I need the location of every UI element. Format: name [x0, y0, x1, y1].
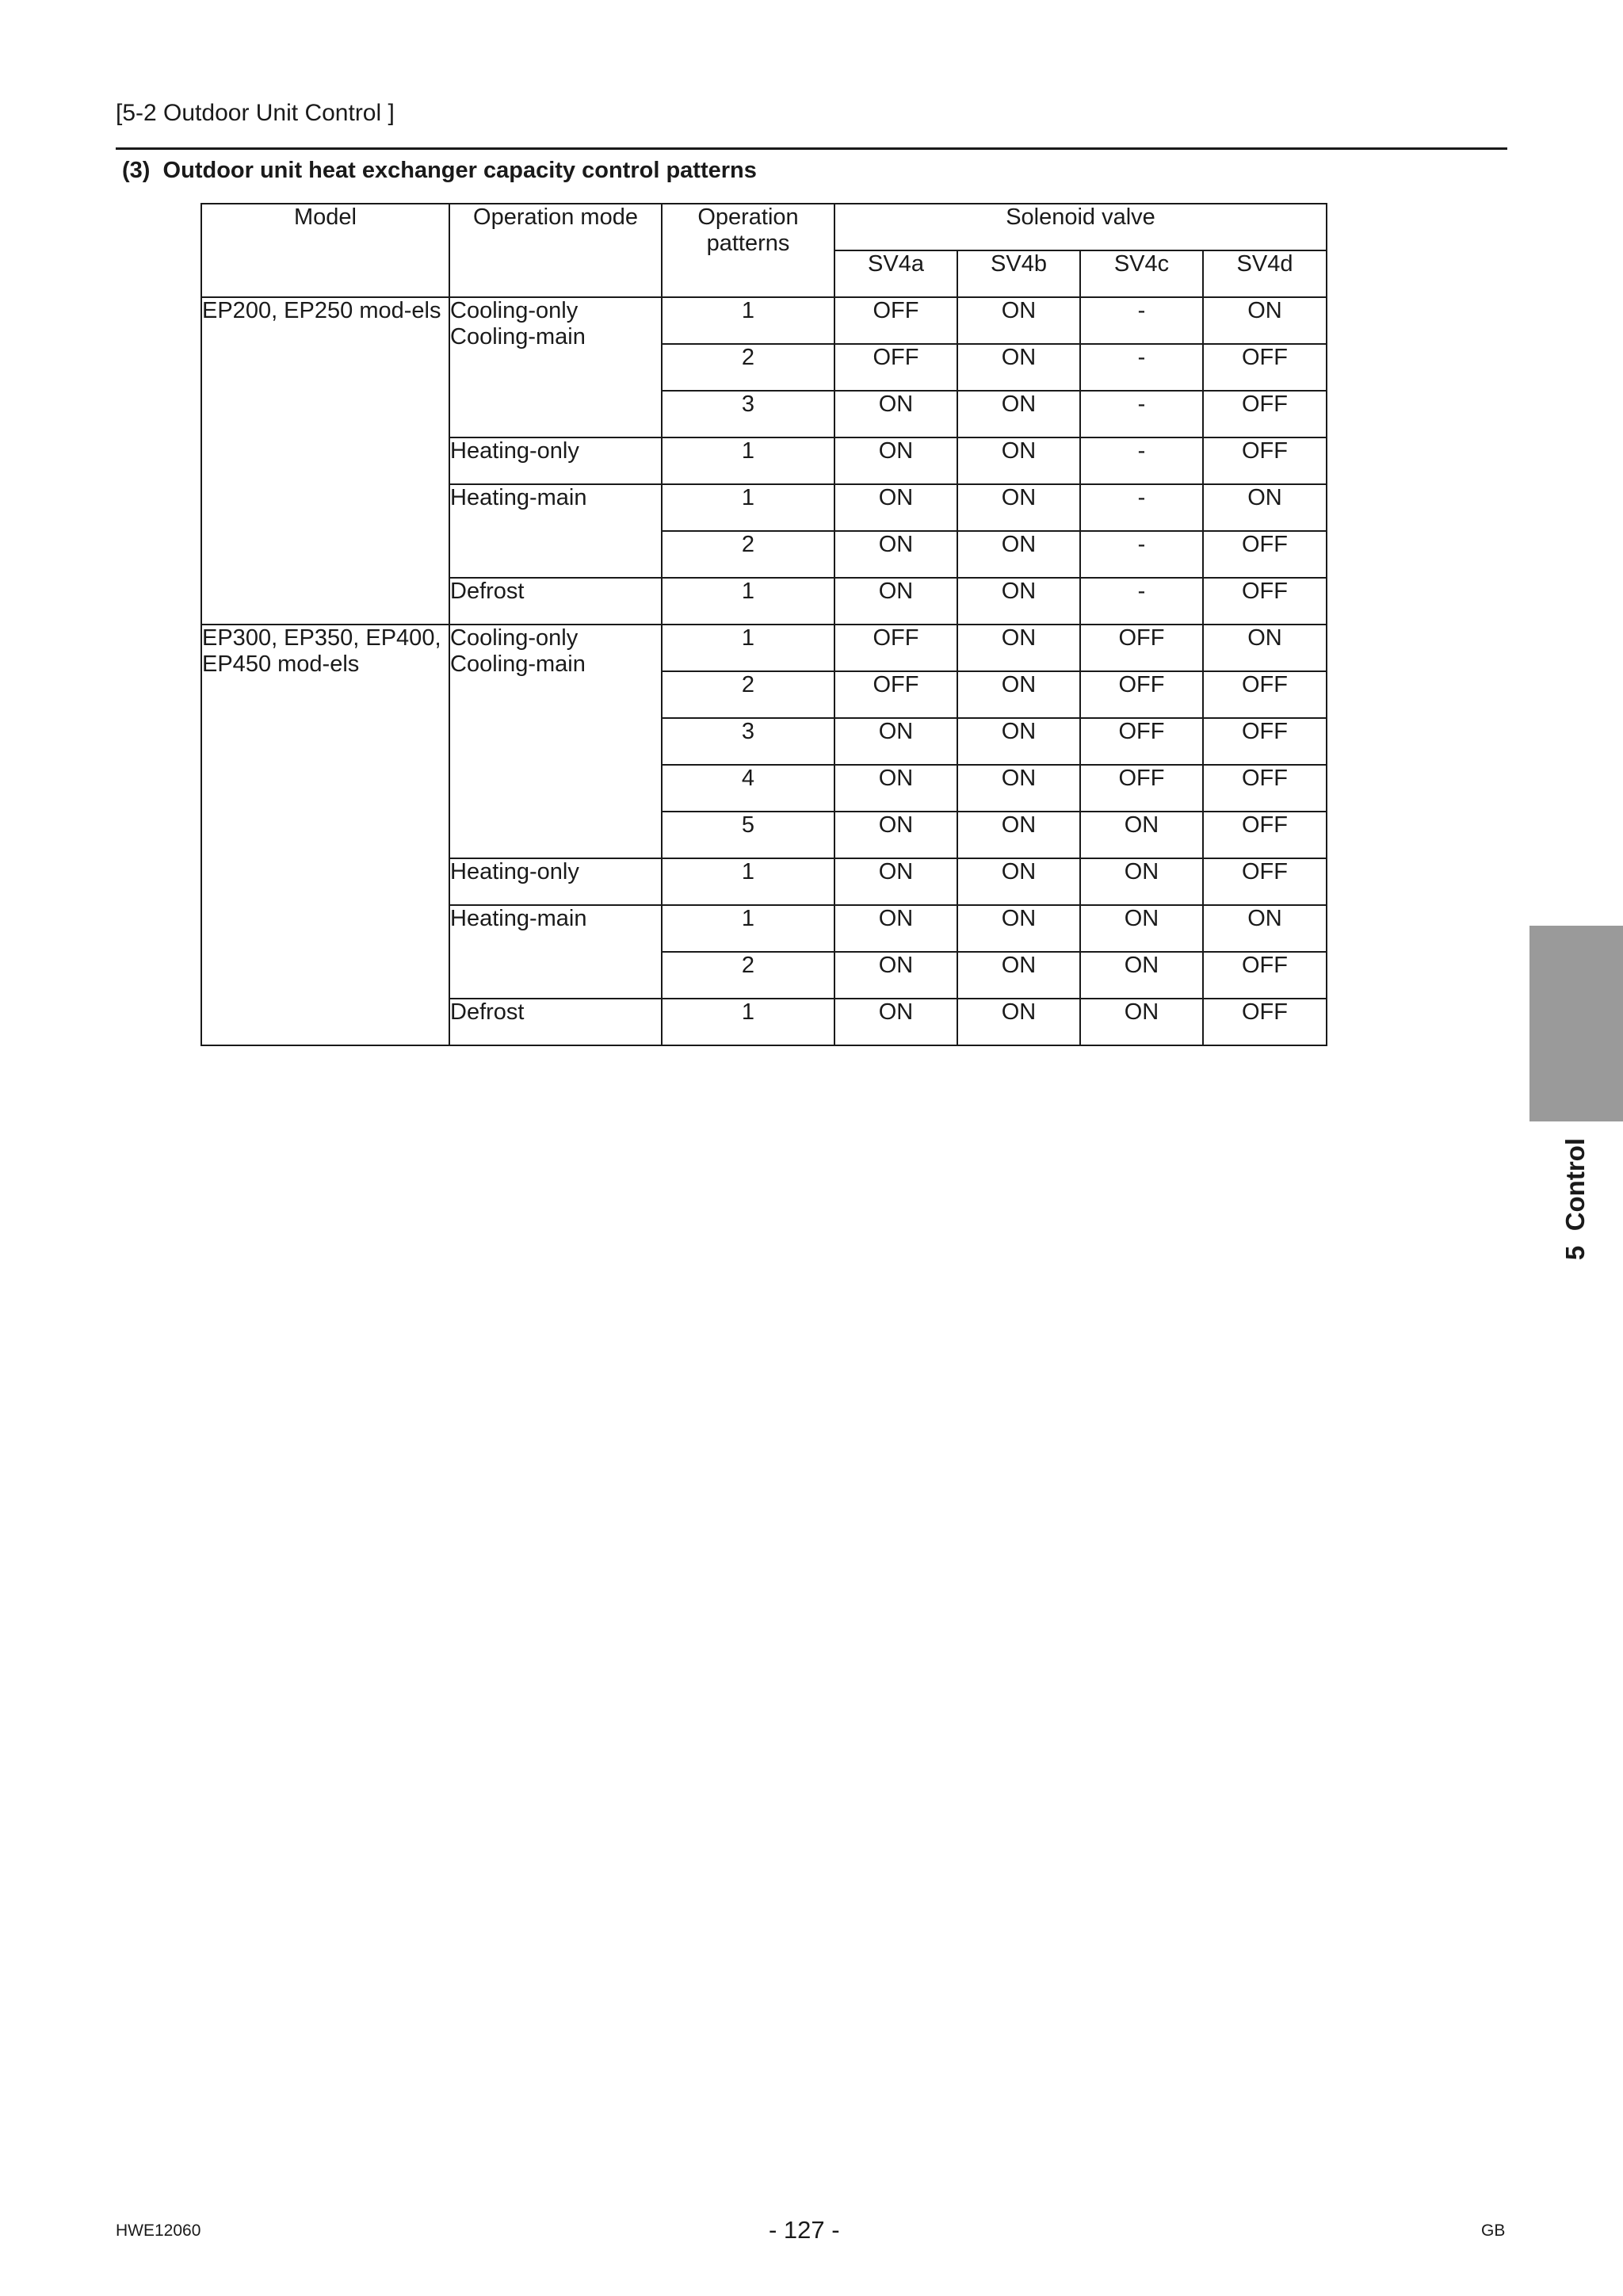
sv-value-cell: -: [1080, 344, 1203, 391]
side-tab-label: 5 Control: [1560, 1138, 1590, 1260]
operation-mode-cell: Heating-main: [449, 484, 662, 578]
sv-value-cell: ON: [834, 905, 957, 952]
pattern-cell: 1: [662, 437, 834, 484]
sv-value-cell: -: [1080, 297, 1203, 344]
operation-mode-cell: Cooling-only Cooling-main: [449, 625, 662, 858]
sv-value-cell: ON: [957, 671, 1080, 718]
sv-value-cell: ON: [957, 531, 1080, 578]
table-row: [201, 625, 1327, 671]
sv-value-cell: ON: [957, 625, 1080, 671]
operation-mode-cell: Defrost: [449, 999, 662, 1045]
sv-value-cell: OFF: [1080, 718, 1203, 765]
sv-value-cell: OFF: [1203, 578, 1327, 625]
sv-value-cell: ON: [957, 391, 1080, 437]
pattern-cell: 1: [662, 858, 834, 905]
sv-value-cell: -: [1080, 531, 1203, 578]
sv-value-cell: ON: [834, 952, 957, 999]
operation-mode-cell: Cooling-only Cooling-main: [449, 297, 662, 437]
sv-value-cell: ON: [1203, 297, 1327, 344]
pattern-cell: 3: [662, 391, 834, 437]
pattern-cell: 2: [662, 671, 834, 718]
sv-value-cell: OFF: [1203, 437, 1327, 484]
sv-value-cell: ON: [957, 812, 1080, 858]
sv-value-cell: OFF: [1203, 812, 1327, 858]
pattern-cell: 1: [662, 578, 834, 625]
header-operation-mode: Operation mode: [449, 204, 662, 297]
sv-value-cell: ON: [957, 952, 1080, 999]
pattern-cell: 5: [662, 812, 834, 858]
sv-value-cell: ON: [1203, 625, 1327, 671]
sv-value-cell: ON: [834, 531, 957, 578]
operation-mode-cell: Defrost: [449, 578, 662, 625]
sv-value-cell: OFF: [1203, 765, 1327, 812]
sv-value-cell: ON: [1080, 999, 1203, 1045]
pattern-cell: 1: [662, 625, 834, 671]
operation-mode-cell: Heating-only: [449, 437, 662, 484]
sv-value-cell: ON: [957, 999, 1080, 1045]
pattern-cell: 2: [662, 531, 834, 578]
capacity-control-table: [200, 203, 1327, 1046]
sv-value-cell: -: [1080, 437, 1203, 484]
header-model: Model: [201, 204, 449, 297]
section-header: [5-2 Outdoor Unit Control ]: [116, 100, 395, 126]
model-cell: EP300, EP350, EP400, EP450 mod-els: [201, 625, 449, 1045]
sv-value-cell: ON: [1080, 952, 1203, 999]
sv-value-cell: ON: [834, 812, 957, 858]
sv-value-cell: ON: [957, 578, 1080, 625]
sv-value-cell: ON: [834, 858, 957, 905]
sv-value-cell: ON: [834, 765, 957, 812]
header-sv4b: SV4b: [957, 250, 1080, 297]
sv-value-cell: ON: [957, 437, 1080, 484]
sv-value-cell: ON: [834, 391, 957, 437]
sv-value-cell: ON: [834, 718, 957, 765]
sv-value-cell: OFF: [834, 297, 957, 344]
sv-value-cell: ON: [1203, 905, 1327, 952]
header-operation-patterns: [662, 204, 834, 297]
table-body: [201, 297, 1327, 1045]
header-rule: [116, 147, 1507, 150]
footer-doc-code: HWE12060: [116, 2222, 201, 2240]
sv-value-cell: -: [1080, 484, 1203, 531]
sv-value-cell: ON: [1080, 905, 1203, 952]
sv-value-cell: OFF: [834, 625, 957, 671]
sv-value-cell: ON: [957, 765, 1080, 812]
sv-value-cell: -: [1080, 391, 1203, 437]
sv-value-cell: OFF: [1203, 952, 1327, 999]
operation-mode-cell: Heating-only: [449, 858, 662, 905]
sv-value-cell: OFF: [834, 344, 957, 391]
sv-value-cell: ON: [1080, 858, 1203, 905]
sv-value-cell: ON: [957, 484, 1080, 531]
sv-value-cell: ON: [957, 905, 1080, 952]
header-operation-patterns-text: Operation patterns: [697, 204, 799, 256]
pattern-cell: 1: [662, 297, 834, 344]
table-row: [201, 297, 1327, 344]
pattern-cell: 2: [662, 344, 834, 391]
pattern-cell: 1: [662, 484, 834, 531]
sv-value-cell: OFF: [1203, 671, 1327, 718]
sv-value-cell: ON: [834, 484, 957, 531]
sv-value-cell: OFF: [1203, 344, 1327, 391]
sv-value-cell: -: [1080, 578, 1203, 625]
sv-value-cell: OFF: [1080, 765, 1203, 812]
header-solenoid-valve: Solenoid valve: [834, 204, 1327, 250]
sv-value-cell: ON: [834, 437, 957, 484]
sv-value-cell: ON: [1203, 484, 1327, 531]
sv-value-cell: ON: [957, 344, 1080, 391]
sv-value-cell: ON: [957, 297, 1080, 344]
pattern-cell: 3: [662, 718, 834, 765]
pattern-cell: 2: [662, 952, 834, 999]
footer-lang: GB: [1481, 2222, 1506, 2240]
pattern-cell: 4: [662, 765, 834, 812]
sv-value-cell: ON: [957, 858, 1080, 905]
operation-mode-cell: Heating-main: [449, 905, 662, 999]
model-cell: EP200, EP250 mod-els: [201, 297, 449, 625]
footer-page-number: - 127 -: [769, 2216, 840, 2244]
sv-value-cell: OFF: [1203, 718, 1327, 765]
sv-value-cell: OFF: [1203, 391, 1327, 437]
sv-value-cell: OFF: [834, 671, 957, 718]
header-sv4d: SV4d: [1203, 250, 1327, 297]
sv-value-cell: OFF: [1203, 999, 1327, 1045]
sv-value-cell: ON: [834, 578, 957, 625]
sv-value-cell: ON: [957, 718, 1080, 765]
sv-value-cell: OFF: [1080, 671, 1203, 718]
sv-value-cell: ON: [834, 999, 957, 1045]
sv-value-cell: OFF: [1080, 625, 1203, 671]
sv-value-cell: OFF: [1203, 858, 1327, 905]
subsection-title: (3) Outdoor unit heat exchanger capacity control patterns: [122, 158, 757, 183]
sv-value-cell: ON: [1080, 812, 1203, 858]
header-sv4c: SV4c: [1080, 250, 1203, 297]
pattern-cell: 1: [662, 905, 834, 952]
pattern-cell: 1: [662, 999, 834, 1045]
sv-value-cell: OFF: [1203, 531, 1327, 578]
header-sv4a: SV4a: [834, 250, 957, 297]
